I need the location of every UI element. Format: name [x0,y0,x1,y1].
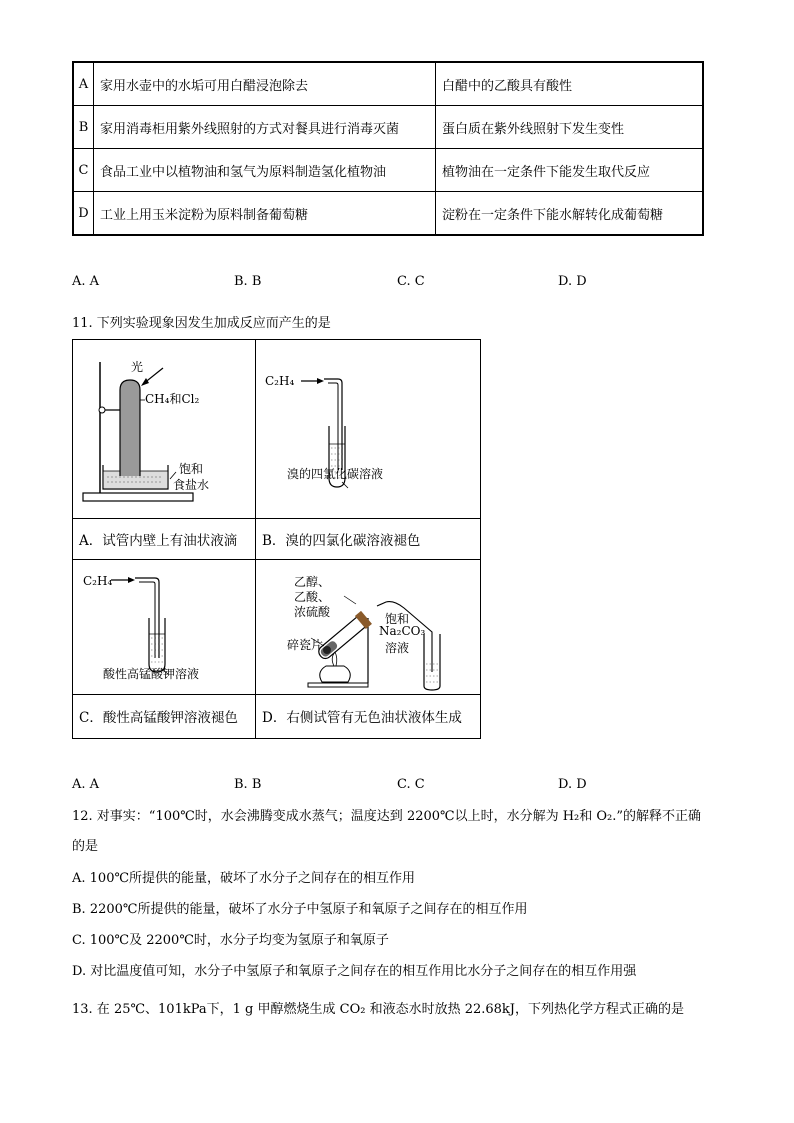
solution-label: 溶液 [385,641,410,655]
q11-option-a[interactable]: A. A [72,777,100,792]
methane-chlorination-apparatus [73,340,255,518]
permanganate-solution-label: 酸性高锰酸钾溶液 [103,667,200,681]
q12-option-a[interactable]: A. 100℃所提供的能量，破坏了水分子之间存在的相互作用 [72,871,416,886]
row-fact: 工业上用玉米淀粉为原料制备葡萄糖 [94,192,436,236]
caption-d: D．右侧试管有无色油状液体生成 [262,710,462,726]
row-fact: 食品工业中以植物油和氢气为原料制造氢化植物油 [94,149,436,192]
grid-divider [73,518,480,519]
caption-c: C．酸性高锰酸钾溶液褪色 [79,710,238,726]
bromine-tube-apparatus [256,340,480,518]
row-explanation: 白醋中的乙酸具有酸性 [436,62,704,106]
row-label: D [73,192,94,236]
q10-option-a[interactable]: A. A [72,274,100,289]
q11-figure-grid [72,339,481,739]
solution-label: 食盐水 [173,478,210,492]
light-label: 光 [131,360,144,374]
q11-stem: 11. 下列实验现象因发生加成反应而产生的是 [72,316,331,331]
q12-option-c[interactable]: C. 100℃及 2200℃时，水分子均变为氢原子和氧原子 [72,933,389,948]
q13-stem: 13. 在 25℃、101kPa下，1 g 甲醇燃烧生成 CO₂ 和液态水时放热 22.68kJ，下列热化学方程式正确的是 [72,1002,685,1017]
esterification-apparatus [256,560,480,694]
reagent-label: 乙酸、 [294,590,331,604]
caption-a: A．试管内壁上有油状液滴 [79,533,238,549]
q12-stem: 12. 对事实：“100℃时，水会沸腾变成水蒸气；温度达到 2200℃以上时，水分解为 H₂和 O₂.”的解释不正确 [72,809,702,824]
porcelain-label: 碎瓷片 [287,638,324,652]
row-label: B [73,106,94,149]
saturated-label: 饱和 [385,612,410,626]
q11-option-d[interactable]: D. D [558,777,587,792]
q11-option-c[interactable]: C. C [397,777,425,792]
ethylene-label: C₂H₄ [83,574,113,588]
q12-option-d[interactable]: D. 对比温度值可知，水分子中氢原子和氧原子之间存在的相互作用比水分子之间存在的相互作用强 [72,964,637,979]
q10-option-c[interactable]: C. C [397,274,425,289]
row-fact: 家用消毒柜用紫外线照射的方式对餐具进行消毒灭菌 [94,106,436,149]
row-fact: 家用水壶中的水垢可用白醋浸泡除去 [94,62,436,106]
q10-option-b[interactable]: B. B [234,274,262,289]
q12-option-b[interactable]: B. 2200℃所提供的能量，破坏了水分子中氢原子和氧原子之间存在的相互作用 [72,902,528,917]
table-row [73,62,703,106]
row-label: A [73,62,94,106]
bromine-solution-label: 溴的四氯化碳溶液 [287,467,384,481]
reagent-label: 乙醇、 [294,575,331,589]
row-explanation: 淀粉在一定条件下能水解转化成葡萄糖 [436,192,704,236]
caption-b: B．溴的四氯化碳溶液褪色 [262,533,421,549]
row-label: C [73,149,94,192]
fact-explanation-table [72,61,704,236]
q10-option-d[interactable]: D. D [558,274,587,289]
table-row [73,106,703,149]
reagent-label: 浓硫酸 [294,605,331,619]
gas-label: CH₄和Cl₂ [145,392,200,406]
solution-label: 饱和 [179,462,204,476]
table-row [73,149,703,192]
row-explanation: 蛋白质在紫外线照射下发生变性 [436,106,704,149]
q11-option-b[interactable]: B. B [234,777,262,792]
row-explanation: 植物油在一定条件下能发生取代反应 [436,149,704,192]
table-row [73,192,703,236]
q12-stem-cont: 的是 [72,839,99,854]
ethylene-label: C₂H₄ [265,374,295,388]
grid-divider [73,694,480,695]
sodium-carbonate-label: Na₂CO₃ [379,624,426,638]
